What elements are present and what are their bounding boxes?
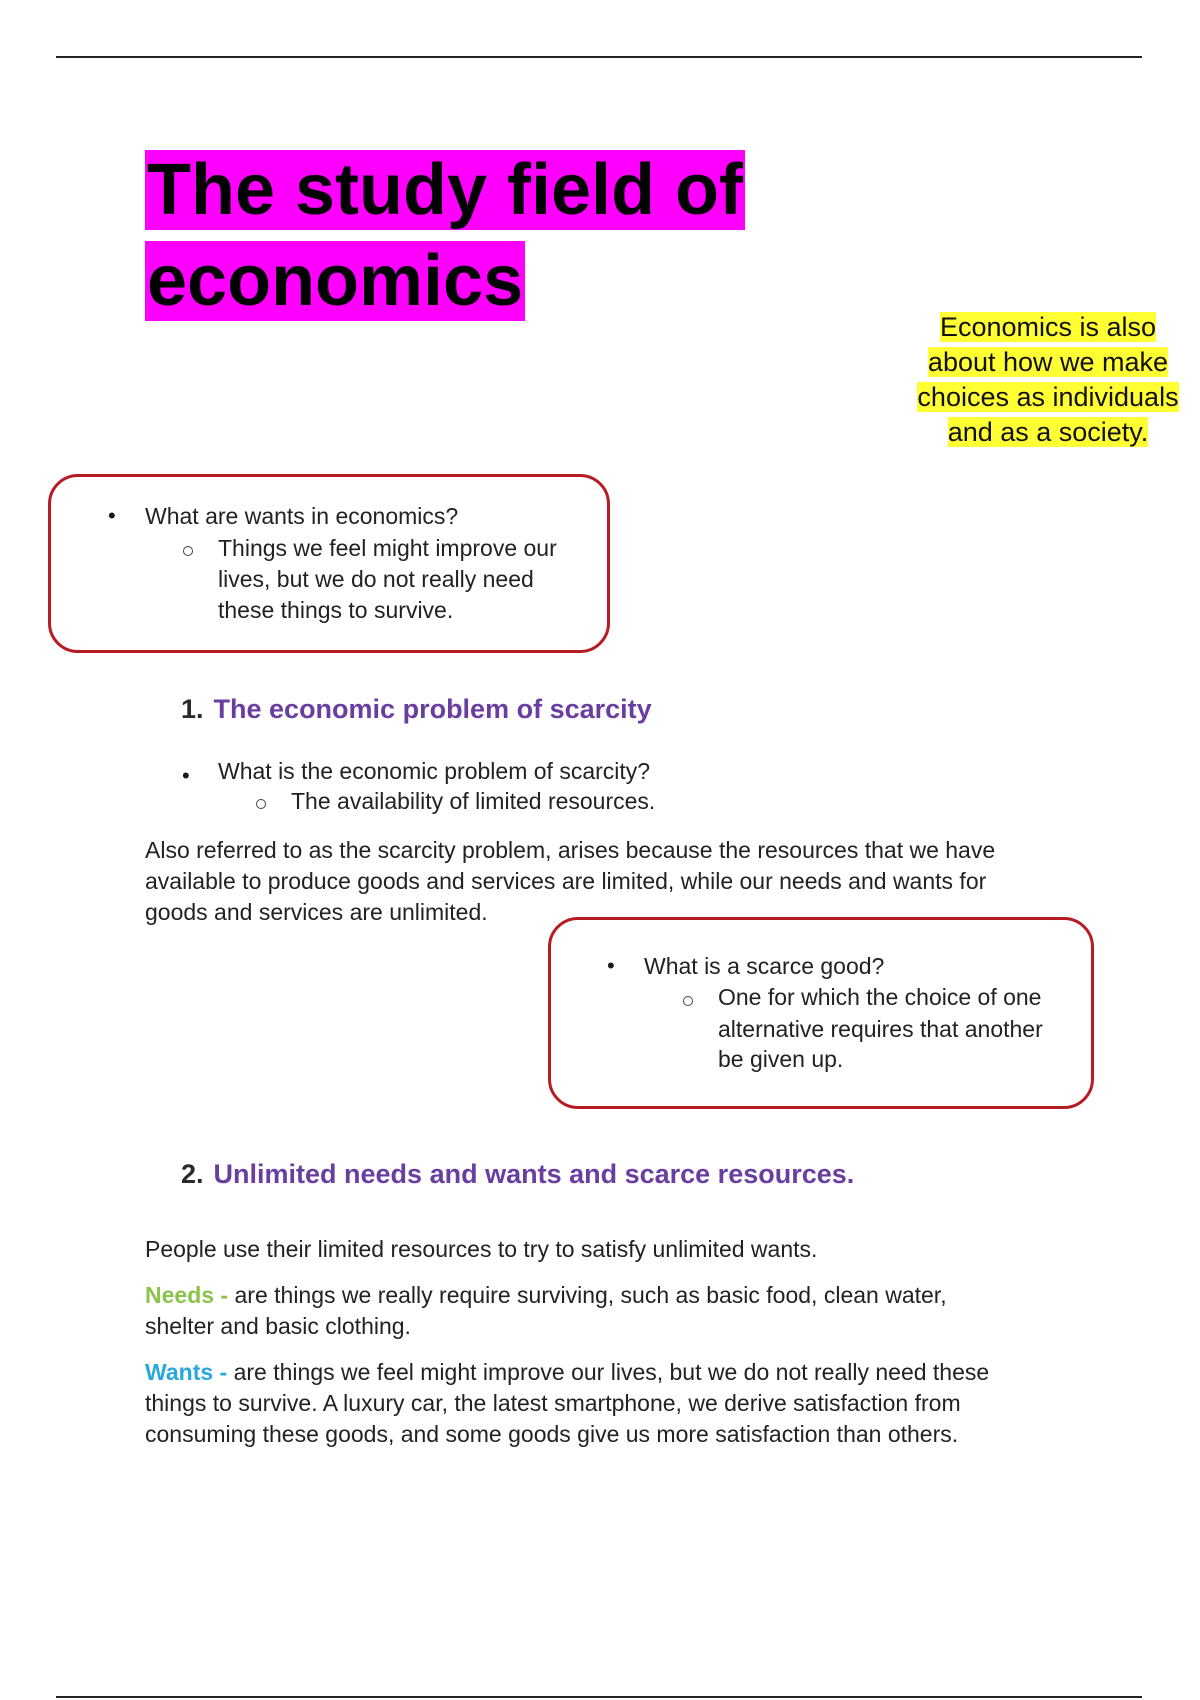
side-note-line: Economics is also: [939, 312, 1157, 342]
scarce-good-question: What is a scarce good?: [644, 953, 885, 979]
wants-question: What are wants in economics?: [145, 503, 459, 529]
wants-answer-line: Things we feel might improve our: [218, 535, 557, 561]
paragraph-line: Also referred to as the scarcity problem, arises because the resources that we have: [145, 837, 996, 863]
bullet-dot: •: [182, 763, 190, 788]
page-title: [145, 145, 745, 327]
scarcity-answer: The availability of limited resources.: [291, 788, 656, 814]
needs-label: Needs: [145, 1282, 215, 1308]
needs-paragraph: [145, 1280, 1065, 1342]
section-2-heading: [181, 1157, 854, 1191]
side-note-line: and as a society.: [947, 417, 1149, 447]
title-line-2: economics: [147, 241, 524, 321]
scarce-good-answer-line: alternative requires that another: [718, 1016, 1043, 1042]
wants-dash: -: [213, 1359, 234, 1385]
scarcity-question: What is the economic problem of scarcity?: [218, 758, 651, 784]
paragraph-line: shelter and basic clothing.: [145, 1313, 411, 1339]
scarcity-paragraph: [145, 835, 1065, 928]
paragraph-line: available to produce goods and services are limited, while our needs and wants for: [145, 868, 987, 894]
section-2-number: 2.: [181, 1159, 204, 1189]
bullet-dot: •: [607, 953, 615, 978]
bottom-rule: [56, 1696, 1142, 1698]
section-1-number: 1.: [181, 694, 204, 724]
scarce-good-answer-line: One for which the choice of one: [718, 984, 1042, 1010]
wants-answer-line: these things to survive.: [218, 597, 454, 623]
paragraph-line: are things we feel might improve our lives, but we do not really need these: [233, 1359, 990, 1385]
wants-paragraph: [145, 1357, 1065, 1450]
sub-bullet-circle: [256, 799, 266, 809]
title-line-1: The study field of: [147, 150, 744, 230]
section-1-heading: [181, 692, 652, 726]
paragraph-line: goods and services are unlimited.: [145, 899, 488, 925]
top-rule: [56, 56, 1142, 58]
wants-label: Wants: [145, 1359, 214, 1385]
section-2-intro: People use their limited resources to try to satisfy unlimited wants.: [145, 1236, 818, 1262]
section-1-title: The economic problem of scarcity: [213, 694, 652, 724]
scarce-good-box: [548, 917, 1094, 1109]
side-note: [898, 310, 1198, 450]
bullet-dot: •: [108, 503, 116, 528]
paragraph-line: consuming these goods, and some goods give us more satisfaction than others.: [145, 1421, 959, 1447]
sub-bullet-circle: [183, 546, 193, 556]
sub-bullet-circle: [683, 996, 693, 1006]
scarce-good-answer-line: be given up.: [718, 1046, 844, 1072]
paragraph-line: things to survive. A luxury car, the latest smartphone, we derive satisfaction from: [145, 1390, 961, 1416]
wants-answer-line: lives, but we do not really need: [218, 566, 534, 592]
side-note-line: about how we make: [927, 347, 1169, 377]
side-note-line: choices as individuals: [917, 382, 1179, 412]
needs-dash: -: [214, 1282, 235, 1308]
section-2-title: Unlimited needs and wants and scarce resources.: [213, 1159, 855, 1189]
paragraph-line: are things we really require surviving, such as basic food, clean water,: [234, 1282, 947, 1308]
